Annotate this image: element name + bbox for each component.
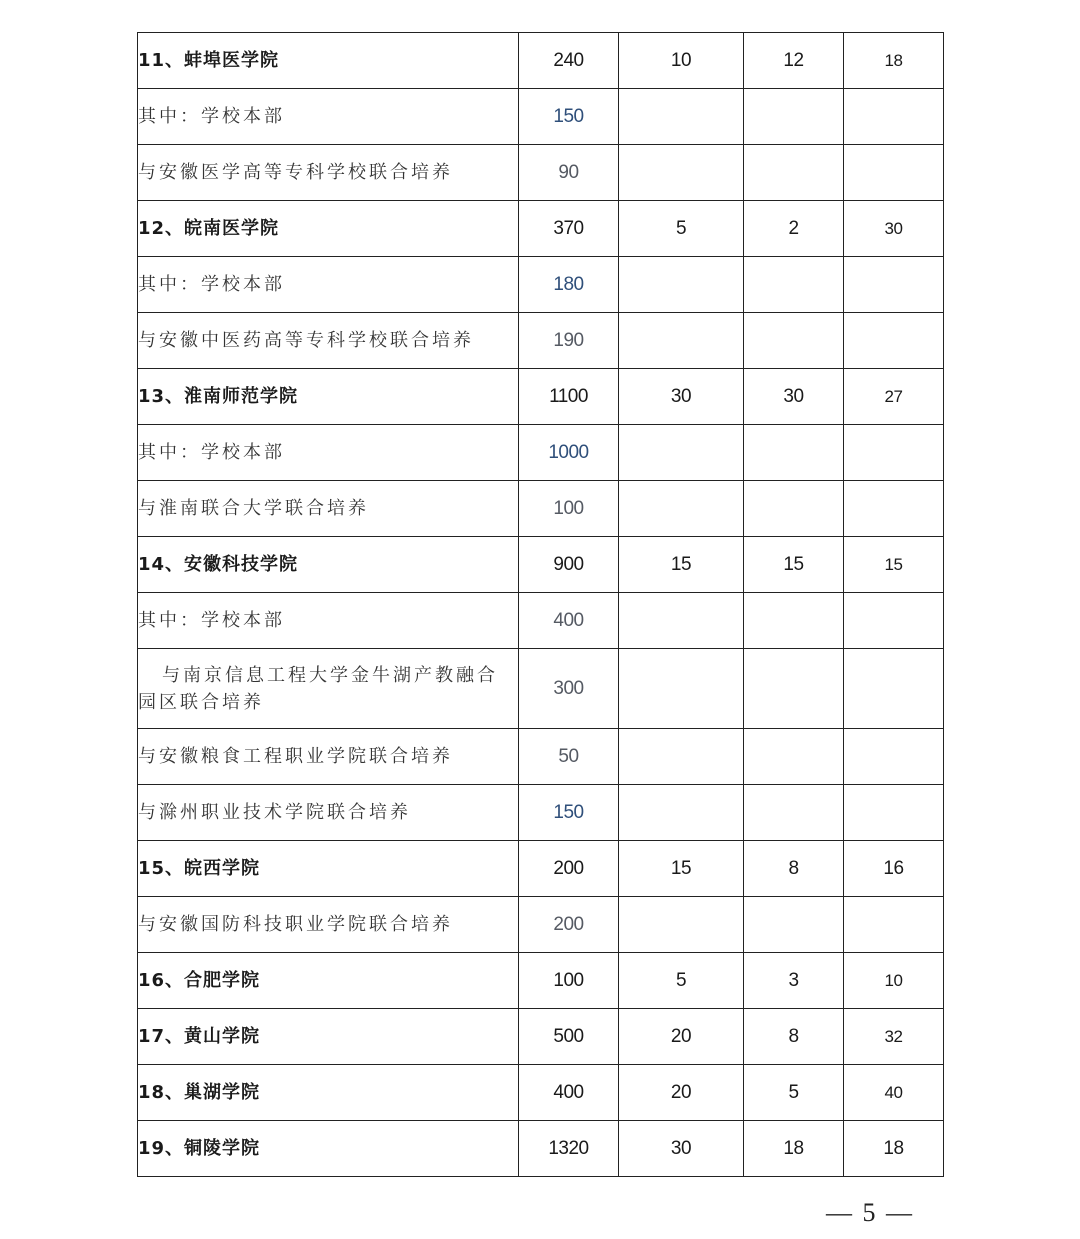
table-row — [138, 537, 944, 593]
cell-value-1: 900 — [519, 537, 619, 593]
empty-cell — [619, 481, 744, 537]
empty-cell — [844, 145, 944, 201]
empty-cell — [619, 729, 744, 785]
table-row — [138, 841, 944, 897]
table-row — [138, 1009, 944, 1065]
table-row — [138, 729, 944, 785]
empty-cell — [744, 257, 844, 313]
cell-value-1: 190 — [519, 313, 619, 369]
cell-value-3: 15 — [744, 537, 844, 593]
sub-item-name: 与南京信息工程大学金牛湖产教融合园区联合培养 — [138, 649, 519, 729]
cell-value-4: 32 — [844, 1009, 944, 1065]
empty-cell — [619, 89, 744, 145]
cell-value-4: 18 — [844, 1121, 944, 1177]
table-row — [138, 897, 944, 953]
empty-cell — [844, 257, 944, 313]
empty-cell — [619, 785, 744, 841]
empty-cell — [619, 425, 744, 481]
empty-cell — [744, 425, 844, 481]
empty-cell — [844, 89, 944, 145]
cell-value-1: 240 — [519, 33, 619, 89]
cell-value-1: 300 — [519, 649, 619, 729]
table-row — [138, 369, 944, 425]
sub-item-name: 与安徽国防科技职业学院联合培养 — [138, 897, 519, 953]
cell-value-1: 370 — [519, 201, 619, 257]
institution-name: 18、巢湖学院 — [138, 1065, 519, 1121]
table-row — [138, 785, 944, 841]
institution-name: 14、安徽科技学院 — [138, 537, 519, 593]
enrollment-table — [137, 32, 944, 1177]
cell-value-4: 18 — [844, 33, 944, 89]
empty-cell — [844, 481, 944, 537]
cell-value-1: 150 — [519, 89, 619, 145]
cell-value-1: 1100 — [519, 369, 619, 425]
cell-value-1: 500 — [519, 1009, 619, 1065]
cell-value-2: 10 — [619, 33, 744, 89]
cell-value-3: 30 — [744, 369, 844, 425]
empty-cell — [619, 593, 744, 649]
table-row — [138, 1121, 944, 1177]
cell-value-1: 1000 — [519, 425, 619, 481]
table-row — [138, 33, 944, 89]
cell-value-1: 200 — [519, 841, 619, 897]
cell-value-4: 10 — [844, 953, 944, 1009]
empty-cell — [844, 649, 944, 729]
cell-value-1: 400 — [519, 1065, 619, 1121]
cell-value-2: 15 — [619, 537, 744, 593]
cell-value-1: 100 — [519, 481, 619, 537]
cell-value-3: 12 — [744, 33, 844, 89]
table-row — [138, 425, 944, 481]
cell-value-1: 150 — [519, 785, 619, 841]
sub-item-name: 与淮南联合大学联合培养 — [138, 481, 519, 537]
cell-value-1: 200 — [519, 897, 619, 953]
empty-cell — [844, 897, 944, 953]
cell-value-2: 5 — [619, 953, 744, 1009]
cell-value-4: 27 — [844, 369, 944, 425]
empty-cell — [744, 313, 844, 369]
cell-value-1: 180 — [519, 257, 619, 313]
empty-cell — [844, 593, 944, 649]
table-row — [138, 1065, 944, 1121]
cell-value-3: 3 — [744, 953, 844, 1009]
empty-cell — [744, 481, 844, 537]
institution-name: 17、黄山学院 — [138, 1009, 519, 1065]
empty-cell — [619, 649, 744, 729]
empty-cell — [744, 89, 844, 145]
table-row — [138, 89, 944, 145]
sub-item-name: 与安徽中医药高等专科学校联合培养 — [138, 313, 519, 369]
sub-item-name: 其中：学校本部 — [138, 89, 519, 145]
sub-item-name: 与滁州职业技术学院联合培养 — [138, 785, 519, 841]
table-row — [138, 649, 944, 729]
table-row — [138, 257, 944, 313]
page-number: — 5 — — [826, 1198, 914, 1227]
sub-item-name: 与安徽粮食工程职业学院联合培养 — [138, 729, 519, 785]
empty-cell — [844, 313, 944, 369]
cell-value-2: 5 — [619, 201, 744, 257]
empty-cell — [744, 593, 844, 649]
institution-name: 12、皖南医学院 — [138, 201, 519, 257]
empty-cell — [744, 145, 844, 201]
cell-value-4: 15 — [844, 537, 944, 593]
table-row — [138, 953, 944, 1009]
cell-value-4: 16 — [844, 841, 944, 897]
institution-name: 19、铜陵学院 — [138, 1121, 519, 1177]
table-body — [138, 33, 944, 1177]
table-row — [138, 593, 944, 649]
cell-value-4: 30 — [844, 201, 944, 257]
cell-value-2: 20 — [619, 1065, 744, 1121]
cell-value-1: 1320 — [519, 1121, 619, 1177]
empty-cell — [844, 729, 944, 785]
empty-cell — [744, 897, 844, 953]
institution-name: 15、皖西学院 — [138, 841, 519, 897]
cell-value-4: 40 — [844, 1065, 944, 1121]
empty-cell — [619, 897, 744, 953]
cell-value-1: 90 — [519, 145, 619, 201]
cell-value-2: 30 — [619, 1121, 744, 1177]
empty-cell — [744, 785, 844, 841]
institution-name: 13、淮南师范学院 — [138, 369, 519, 425]
empty-cell — [619, 145, 744, 201]
institution-name: 16、合肥学院 — [138, 953, 519, 1009]
empty-cell — [744, 729, 844, 785]
cell-value-2: 30 — [619, 369, 744, 425]
sub-item-name: 其中：学校本部 — [138, 593, 519, 649]
empty-cell — [744, 649, 844, 729]
cell-value-3: 18 — [744, 1121, 844, 1177]
empty-cell — [619, 257, 744, 313]
sub-item-name: 其中：学校本部 — [138, 425, 519, 481]
empty-cell — [619, 313, 744, 369]
cell-value-3: 8 — [744, 1009, 844, 1065]
table-row — [138, 481, 944, 537]
cell-value-1: 400 — [519, 593, 619, 649]
institution-name: 11、蚌埠医学院 — [138, 33, 519, 89]
cell-value-3: 5 — [744, 1065, 844, 1121]
cell-value-3: 2 — [744, 201, 844, 257]
table-row — [138, 145, 944, 201]
cell-value-2: 20 — [619, 1009, 744, 1065]
cell-value-3: 8 — [744, 841, 844, 897]
table-row — [138, 313, 944, 369]
sub-item-name: 其中：学校本部 — [138, 257, 519, 313]
sub-item-name: 与安徽医学高等专科学校联合培养 — [138, 145, 519, 201]
cell-value-2: 15 — [619, 841, 744, 897]
table-row — [138, 201, 944, 257]
empty-cell — [844, 785, 944, 841]
empty-cell — [844, 425, 944, 481]
cell-value-1: 50 — [519, 729, 619, 785]
cell-value-1: 100 — [519, 953, 619, 1009]
